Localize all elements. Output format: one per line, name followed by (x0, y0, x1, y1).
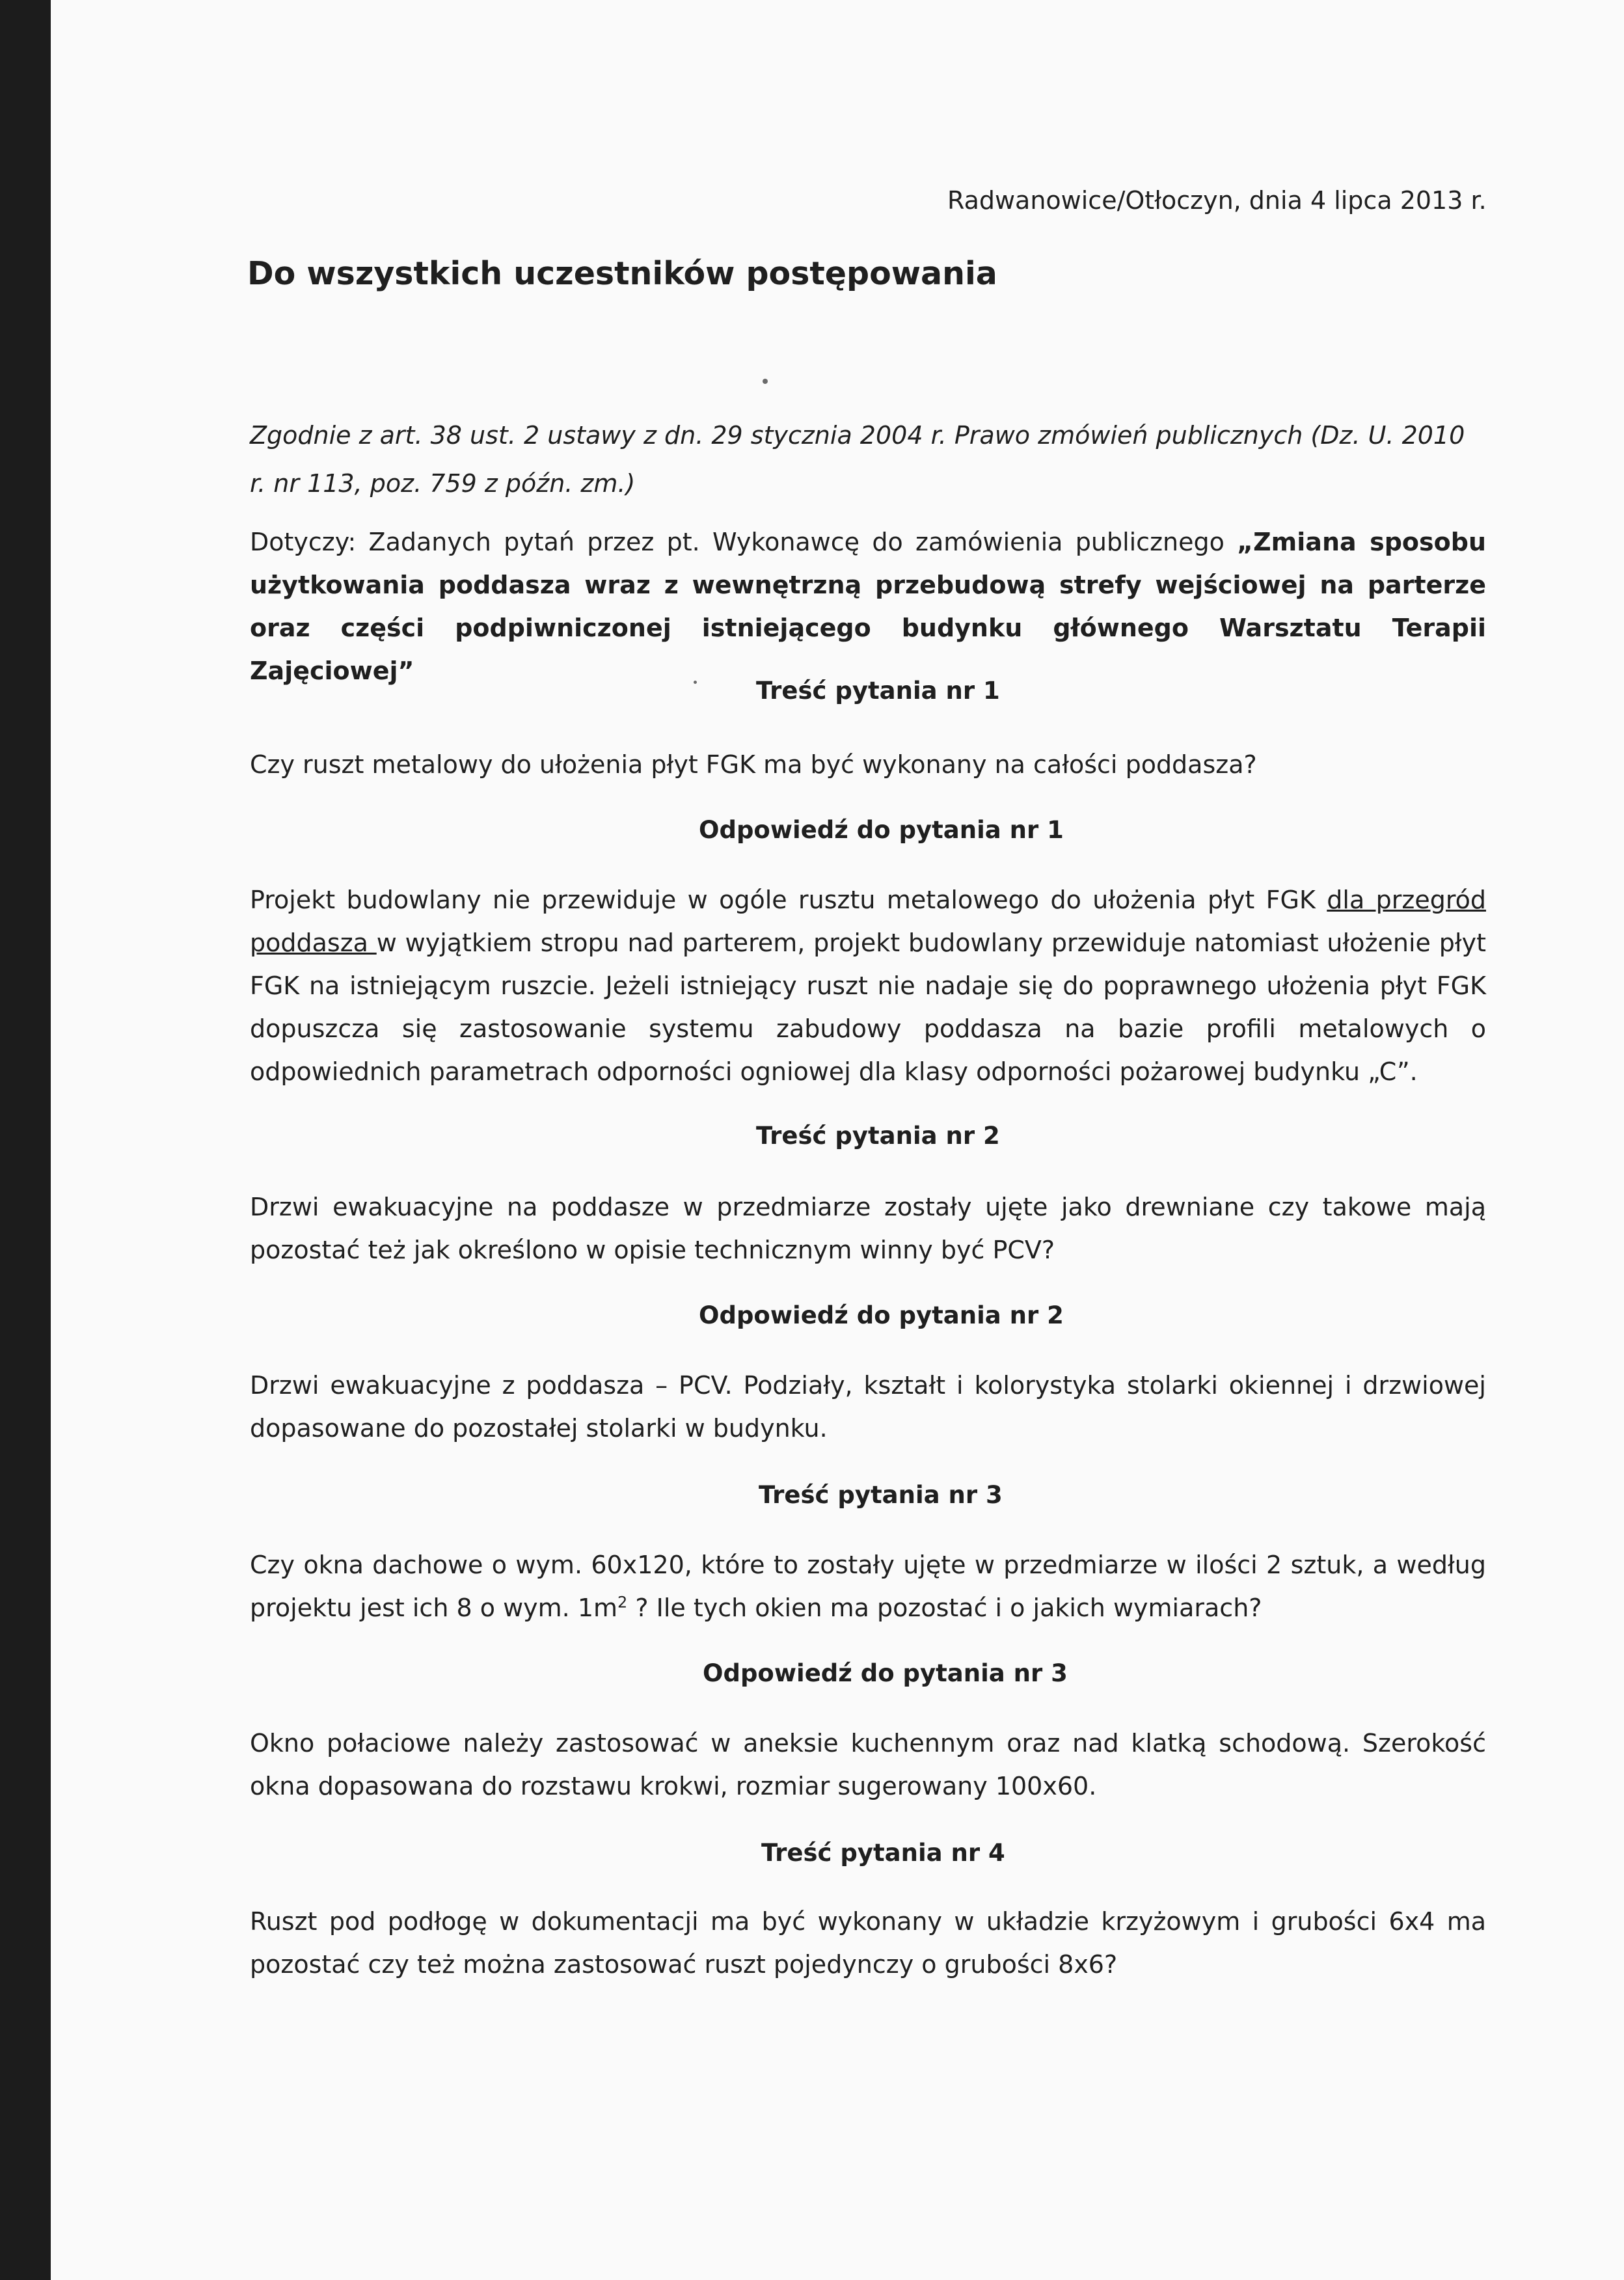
question-1-text: Czy ruszt metalowy do ułożenia płyt FGK ma być wykonany na całości poddasza? (250, 750, 1257, 779)
question-3-heading: Treść pytania nr 3 (759, 1481, 1003, 1509)
answer-2-text: Drzwi ewakuacyjne z poddasza – PCV. Podziały, kształt i kolorystyka stolarki okiennej i drzwiowej dopasowane do pozostałej stolarki w budynku. (250, 1371, 1486, 1443)
subject-intro: Dotyczy: Zadanych pytań przez pt. Wykonawcę do zamówienia publicznego (250, 528, 1238, 556)
answer-3-heading: Odpowiedź do pytania nr 3 (703, 1659, 1068, 1687)
question-3-text (250, 1543, 1486, 1629)
question-4-text: Ruszt pod podłogę w dokumentacji ma być wykonany w układzie krzyżowym i grubości 6x4 ma pozostać czy też można zastosować ruszt pojedynczy o grubości 8x6? (250, 1907, 1486, 1979)
scan-speck (763, 379, 768, 384)
answer-1-heading: Odpowiedź do pytania nr 1 (699, 816, 1064, 844)
question-1-heading: Treść pytania nr 1 (756, 677, 1000, 705)
recipient-heading: Do wszystkich uczestników postępowania (247, 255, 997, 292)
subject-paragraph (250, 521, 1486, 692)
square-superscript: 2 (617, 1593, 628, 1612)
answer-1-text-start: Projekt budowlany nie przewiduje w ogóle rusztu metalowego do ułożenia płyt FGK (250, 886, 1327, 914)
contract-title: „Zmiana sposobu użytkowania poddasza wraz z wewnętrzną przebudową strefy wejściowej na parterze oraz części podpiwniczonej istniejącego budynku głównego Warsztatu Terapii Zajęciowej” (250, 528, 1486, 685)
answer-1-underlined: dla przegród poddasza (250, 886, 1486, 957)
place-and-date: Radwanowice/Otłoczyn, dnia 4 lipca 2013 r. (947, 186, 1487, 215)
answer-1-text (250, 878, 1486, 1093)
answer-1-text-end: w wyjątkiem stropu nad parterem, projekt budowlany przewiduje natomiast ułożenie płyt FGK na istniejącym ruszcie. Jeżeli istniejący ruszt nie nadaje się do poprawnego ułożenia płyt FGK dopuszcza się zastosowanie systemu zabudowy poddasza na bazie profili metalowych o odpowiednich parametrach odporności ogniowej dla klasy odporności pożarowej budynku „C”. (250, 929, 1487, 1086)
scanner-edge (0, 0, 51, 2280)
question-2-text: Drzwi ewakuacyjne na poddasze w przedmiarze zostały ujęte jako drewniane czy takowe mają pozostać też jak określono w opisie technicznym winny być PCV? (250, 1193, 1486, 1264)
answer-2-heading: Odpowiedź do pytania nr 2 (699, 1301, 1064, 1329)
question-4-heading: Treść pytania nr 4 (761, 1839, 1005, 1867)
question-2-heading: Treść pytania nr 2 (756, 1122, 1000, 1150)
question-3-text-end: ? Ile tych okien ma pozostać i o jakich wymiarach? (627, 1594, 1262, 1622)
legal-basis: Zgodnie z art. 38 ust. 2 ustawy z dn. 29 stycznia 2004 r. Prawo zmówień publicznych (Dz. U. 2010 r. nr 113, poz. 759 z późn. zm.) (250, 421, 1465, 498)
question-3-text-start: Czy okna dachowe o wym. 60x120, które to zostały ujęte w przedmiarze w ilości 2 sztuk, a według projektu jest ich 8 o wym. 1m (250, 1551, 1486, 1622)
answer-3-text: Okno połaciowe należy zastosować w aneksie kuchennym oraz nad klatką schodową. Szerokość okna dopasowana do rozstawu krokwi, rozmiar sugerowany 100x60. (250, 1729, 1486, 1800)
